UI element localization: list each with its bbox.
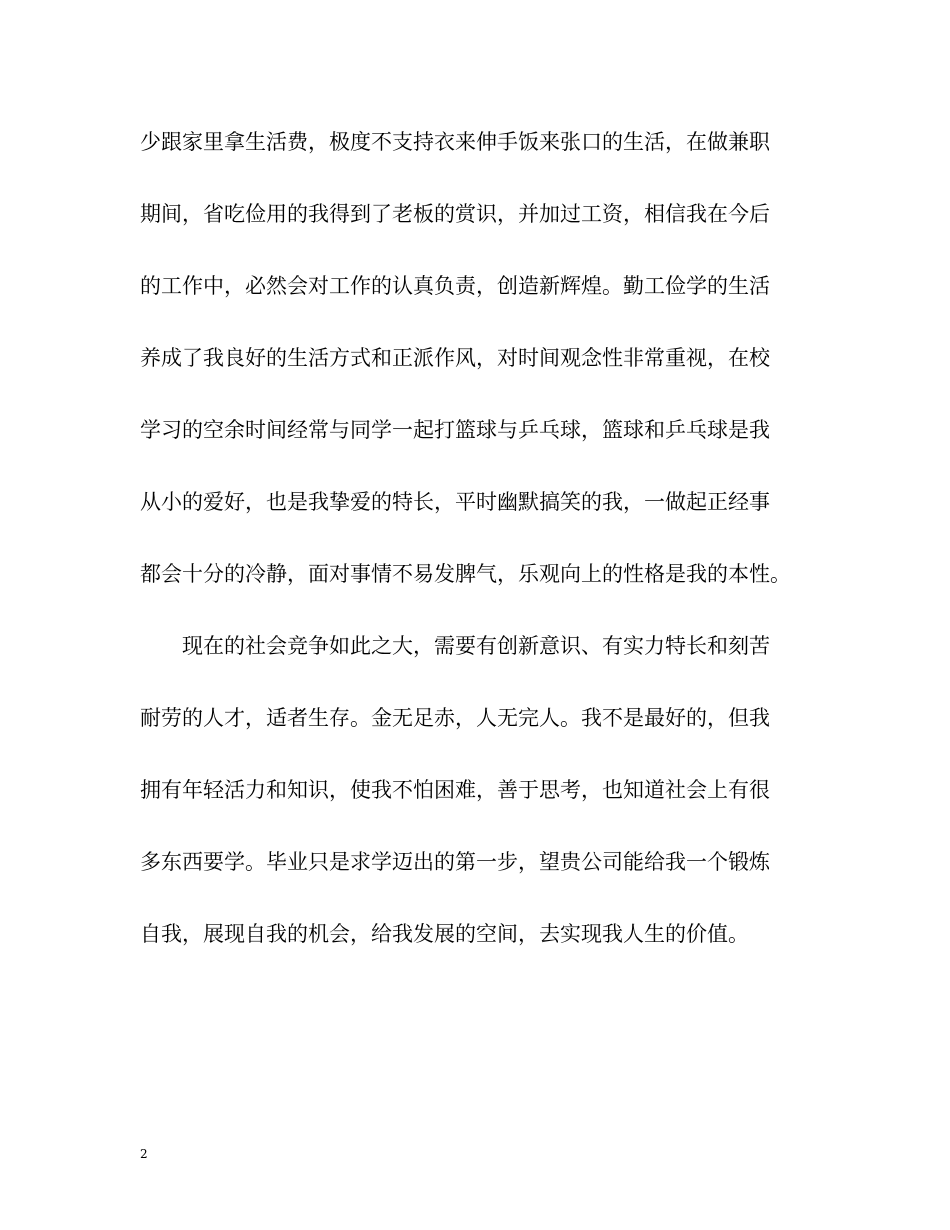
text-line: 少跟家里拿生活费，极度不支持衣来伸手饭来张口的生活，在做兼职 — [140, 130, 770, 154]
text-line: 都会十分的冷静，面对事情不易发脾气，乐观向上的性格是我的本性。 — [140, 562, 791, 586]
text-line: 的工作中，必然会对工作的认真负责，创造新辉煌。勤工俭学的生活 — [140, 274, 770, 298]
body-text — [140, 122, 820, 986]
paragraph-first-line: 现在的社会竞争如此之大，需要有创新意识、有实力特长和刻苦 — [182, 634, 770, 658]
text-line: 期间，省吃俭用的我得到了老板的赏识，并加过工资，相信我在今后 — [140, 202, 770, 226]
page-number: 2 — [140, 1147, 148, 1161]
text-line: 自我，展现自我的机会，给我发展的空间，去实现我人生的价值。 — [140, 922, 749, 946]
text-line: 从小的爱好，也是我挚爱的特长，平时幽默搞笑的我，一做起正经事 — [140, 490, 770, 514]
text-line: 拥有年轻活力和知识，使我不怕困难，善于思考，也知道社会上有很 — [140, 778, 770, 802]
text-line: 多东西要学。毕业只是求学迈出的第一步，望贵公司能给我一个锻炼 — [140, 850, 770, 874]
text-line: 学习的空余时间经常与同学一起打篮球与乒乓球，篮球和乒乓球是我 — [140, 418, 770, 442]
text-line: 养成了我良好的生活方式和正派作风，对时间观念性非常重视，在校 — [140, 346, 770, 370]
text-line: 耐劳的人才，适者生存。金无足赤，人无完人。我不是最好的，但我 — [140, 706, 770, 730]
